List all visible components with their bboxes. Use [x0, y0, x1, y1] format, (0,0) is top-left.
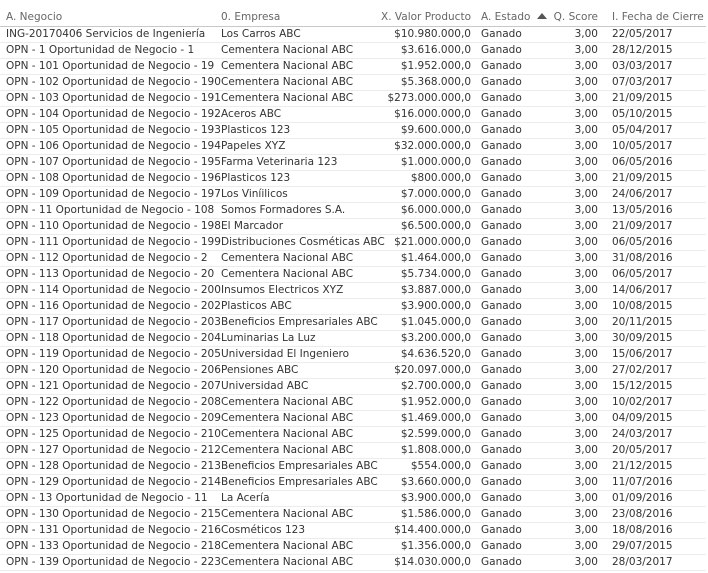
cell-score: 3,00 [545, 59, 602, 75]
cell-valor-producto: $6.500.000,0 [368, 219, 475, 235]
cell-score: 3,00 [545, 475, 602, 491]
cell-valor-producto: $32.000.000,0 [368, 139, 475, 155]
column-header-negocio[interactable] [0, 8, 215, 27]
cell-estado: Ganado [475, 315, 545, 331]
cell-score: 3,00 [545, 363, 602, 379]
cell-fecha-cierre: 04/09/2015 [602, 411, 706, 427]
cell-estado: Ganado [475, 363, 545, 379]
cell-negocio: OPN - 104 Oportunidad de Negocio - 192 [0, 107, 215, 123]
cell-fecha-cierre: 06/05/2016 [602, 155, 706, 171]
cell-fecha-cierre: 05/10/2015 [602, 107, 706, 123]
table-row[interactable] [0, 523, 706, 539]
cell-fecha-cierre: 30/09/2015 [602, 331, 706, 347]
table-row[interactable] [0, 459, 706, 475]
cell-negocio: OPN - 103 Oportunidad de Negocio - 191 [0, 91, 215, 107]
cell-empresa: Beneficios Empresariales ABC [215, 315, 368, 331]
cell-negocio: OPN - 114 Oportunidad de Negocio - 200 [0, 283, 215, 299]
cell-score: 3,00 [545, 443, 602, 459]
cell-estado: Ganado [475, 267, 545, 283]
cell-fecha-cierre: 21/12/2015 [602, 459, 706, 475]
table-row[interactable] [0, 315, 706, 331]
cell-estado: Ganado [475, 155, 545, 171]
cell-valor-producto: $800.000,0 [368, 171, 475, 187]
cell-estado: Ganado [475, 347, 545, 363]
cell-fecha-cierre: 22/05/2017 [602, 27, 706, 43]
data-table [0, 8, 706, 571]
cell-valor-producto: $1.952.000,0 [368, 59, 475, 75]
cell-valor-producto: $16.000.000,0 [368, 107, 475, 123]
cell-fecha-cierre: 05/04/2017 [602, 123, 706, 139]
column-header-empresa[interactable] [215, 8, 368, 27]
cell-score: 3,00 [545, 43, 602, 59]
cell-empresa: Cosméticos 123 [215, 523, 368, 539]
cell-score: 3,00 [545, 379, 602, 395]
cell-score: 3,00 [545, 235, 602, 251]
cell-estado: Ganado [475, 75, 545, 91]
cell-fecha-cierre: 21/09/2015 [602, 171, 706, 187]
table-row[interactable] [0, 203, 706, 219]
cell-estado: Ganado [475, 91, 545, 107]
cell-empresa: Pensiones ABC [215, 363, 368, 379]
cell-empresa: Farma Veterinaria 123 [215, 155, 368, 171]
cell-fecha-cierre: 18/08/2016 [602, 523, 706, 539]
cell-negocio: OPN - 133 Oportunidad de Negocio - 218 [0, 539, 215, 555]
cell-fecha-cierre: 23/08/2016 [602, 507, 706, 523]
cell-empresa: Cementera Nacional ABC [215, 75, 368, 91]
cell-valor-producto: $1.464.000,0 [368, 251, 475, 267]
cell-fecha-cierre: 24/03/2017 [602, 427, 706, 443]
cell-score: 3,00 [545, 459, 602, 475]
cell-empresa: Plasticos 123 [215, 171, 368, 187]
cell-negocio: OPN - 130 Oportunidad de Negocio - 215 [0, 507, 215, 523]
cell-fecha-cierre: 10/02/2017 [602, 395, 706, 411]
cell-estado: Ganado [475, 235, 545, 251]
cell-valor-producto: $21.000.000,0 [368, 235, 475, 251]
column-header-estado[interactable] [475, 8, 545, 27]
cell-valor-producto: $10.980.000,0 [368, 27, 475, 43]
cell-valor-producto: $4.636.520,0 [368, 347, 475, 363]
cell-valor-producto: $1.000.000,0 [368, 155, 475, 171]
table-row[interactable] [0, 91, 706, 107]
cell-score: 3,00 [545, 299, 602, 315]
cell-fecha-cierre: 15/12/2015 [602, 379, 706, 395]
cell-negocio: OPN - 129 Oportunidad de Negocio - 214 [0, 475, 215, 491]
cell-valor-producto: $7.000.000,0 [368, 187, 475, 203]
cell-score: 3,00 [545, 107, 602, 123]
table-row[interactable] [0, 555, 706, 571]
cell-score: 3,00 [545, 171, 602, 187]
cell-fecha-cierre: 13/05/2016 [602, 203, 706, 219]
cell-negocio: OPN - 113 Oportunidad de Negocio - 20 [0, 267, 215, 283]
sort-ascending-icon[interactable] [537, 13, 547, 19]
cell-score: 3,00 [545, 91, 602, 107]
cell-negocio: OPN - 109 Oportunidad de Negocio - 197 [0, 187, 215, 203]
cell-estado: Ganado [475, 299, 545, 315]
cell-estado: Ganado [475, 555, 545, 571]
cell-score: 3,00 [545, 539, 602, 555]
table-visual [0, 8, 706, 571]
cell-estado: Ganado [475, 59, 545, 75]
cell-fecha-cierre: 11/07/2016 [602, 475, 706, 491]
cell-valor-producto: $2.700.000,0 [368, 379, 475, 395]
cell-empresa: Cementera Nacional ABC [215, 555, 368, 571]
cell-score: 3,00 [545, 139, 602, 155]
table-row[interactable] [0, 219, 706, 235]
cell-fecha-cierre: 14/06/2017 [602, 283, 706, 299]
cell-score: 3,00 [545, 411, 602, 427]
cell-valor-producto: $9.600.000,0 [368, 123, 475, 139]
table-row[interactable] [0, 267, 706, 283]
column-header-fecha-cierre[interactable] [602, 8, 706, 27]
cell-negocio: OPN - 119 Oportunidad de Negocio - 205 [0, 347, 215, 363]
cell-estado: Ganado [475, 43, 545, 59]
cell-empresa: Los Viníilicos [215, 187, 368, 203]
cell-negocio: OPN - 102 Oportunidad de Negocio - 190 [0, 75, 215, 91]
cell-estado: Ganado [475, 427, 545, 443]
cell-empresa: Cementera Nacional ABC [215, 91, 368, 107]
cell-negocio: OPN - 117 Oportunidad de Negocio - 203 [0, 315, 215, 331]
column-header-label: A. Negocio [6, 11, 63, 23]
cell-score: 3,00 [545, 331, 602, 347]
cell-score: 3,00 [545, 507, 602, 523]
cell-negocio: OPN - 11 Oportunidad de Negocio - 108 [0, 203, 215, 219]
cell-valor-producto: $3.900.000,0 [368, 491, 475, 507]
cell-negocio: OPN - 118 Oportunidad de Negocio - 204 [0, 331, 215, 347]
cell-empresa: Beneficios Empresariales ABC [215, 459, 368, 475]
column-header-label: X. Valor Producto [381, 11, 471, 23]
cell-empresa: Cementera Nacional ABC [215, 395, 368, 411]
cell-empresa: Universidad El Ingeniero [215, 347, 368, 363]
cell-estado: Ganado [475, 395, 545, 411]
cell-score: 3,00 [545, 123, 602, 139]
cell-valor-producto: $1.356.000,0 [368, 539, 475, 555]
cell-valor-producto: $2.599.000,0 [368, 427, 475, 443]
cell-negocio: OPN - 122 Oportunidad de Negocio - 208 [0, 395, 215, 411]
table-row[interactable] [0, 507, 706, 523]
cell-negocio: OPN - 111 Oportunidad de Negocio - 199 [0, 235, 215, 251]
cell-valor-producto: $1.952.000,0 [368, 395, 475, 411]
cell-empresa: Cementera Nacional ABC [215, 411, 368, 427]
table-body [0, 27, 706, 571]
cell-estado: Ganado [475, 507, 545, 523]
cell-estado: Ganado [475, 379, 545, 395]
cell-empresa: Plasticos ABC [215, 299, 368, 315]
cell-estado: Ganado [475, 443, 545, 459]
cell-fecha-cierre: 27/02/2017 [602, 363, 706, 379]
cell-empresa: Cementera Nacional ABC [215, 507, 368, 523]
cell-estado: Ganado [475, 283, 545, 299]
table-row[interactable] [0, 235, 706, 251]
cell-estado: Ganado [475, 171, 545, 187]
cell-score: 3,00 [545, 187, 602, 203]
cell-fecha-cierre: 06/05/2016 [602, 235, 706, 251]
cell-estado: Ganado [475, 475, 545, 491]
cell-score: 3,00 [545, 395, 602, 411]
cell-empresa: Universidad ABC [215, 379, 368, 395]
cell-valor-producto: $5.734.000,0 [368, 267, 475, 283]
cell-score: 3,00 [545, 555, 602, 571]
cell-negocio: OPN - 105 Oportunidad de Negocio - 193 [0, 123, 215, 139]
cell-score: 3,00 [545, 427, 602, 443]
cell-valor-producto: $3.616.000,0 [368, 43, 475, 59]
cell-estado: Ganado [475, 331, 545, 347]
column-header-valor-producto[interactable] [368, 8, 475, 27]
cell-negocio: OPN - 101 Oportunidad de Negocio - 19 [0, 59, 215, 75]
cell-fecha-cierre: 28/03/2017 [602, 555, 706, 571]
table-row[interactable] [0, 395, 706, 411]
cell-empresa: Distribuciones Cosméticas ABC [215, 235, 368, 251]
cell-fecha-cierre: 15/06/2017 [602, 347, 706, 363]
table-row[interactable] [0, 251, 706, 267]
cell-empresa: Cementera Nacional ABC [215, 43, 368, 59]
cell-estado: Ganado [475, 251, 545, 267]
cell-fecha-cierre: 21/09/2015 [602, 91, 706, 107]
cell-score: 3,00 [545, 75, 602, 91]
table-row[interactable] [0, 43, 706, 59]
table-row[interactable] [0, 443, 706, 459]
cell-score: 3,00 [545, 347, 602, 363]
table-row[interactable] [0, 139, 706, 155]
cell-empresa: Cementera Nacional ABC [215, 427, 368, 443]
cell-valor-producto: $3.660.000,0 [368, 475, 475, 491]
table-row[interactable] [0, 107, 706, 123]
table-row[interactable] [0, 379, 706, 395]
cell-empresa: Plasticos 123 [215, 123, 368, 139]
table-row[interactable] [0, 475, 706, 491]
cell-fecha-cierre: 28/12/2015 [602, 43, 706, 59]
cell-fecha-cierre: 06/05/2017 [602, 267, 706, 283]
cell-empresa: La Acería [215, 491, 368, 507]
cell-estado: Ganado [475, 411, 545, 427]
cell-negocio: OPN - 106 Oportunidad de Negocio - 194 [0, 139, 215, 155]
column-header-label: I. Fecha de Cierre [612, 11, 704, 23]
cell-estado: Ganado [475, 491, 545, 507]
cell-valor-producto: $273.000.000,0 [368, 91, 475, 107]
table-row[interactable] [0, 171, 706, 187]
cell-empresa: Aceros ABC [215, 107, 368, 123]
table-row[interactable] [0, 187, 706, 203]
cell-estado: Ganado [475, 123, 545, 139]
table-row[interactable] [0, 59, 706, 75]
cell-score: 3,00 [545, 267, 602, 283]
table-row[interactable] [0, 427, 706, 443]
cell-empresa: Insumos Electricos XYZ [215, 283, 368, 299]
cell-empresa: Beneficios Empresariales ABC [215, 475, 368, 491]
cell-valor-producto: $1.469.000,0 [368, 411, 475, 427]
cell-empresa: Somos Formadores S.A. [215, 203, 368, 219]
cell-empresa: Cementera Nacional ABC [215, 267, 368, 283]
cell-negocio: OPN - 127 Oportunidad de Negocio - 212 [0, 443, 215, 459]
cell-estado: Ganado [475, 539, 545, 555]
cell-valor-producto: $14.030.000,0 [368, 555, 475, 571]
cell-estado: Ganado [475, 187, 545, 203]
cell-estado: Ganado [475, 27, 545, 43]
cell-negocio: OPN - 110 Oportunidad de Negocio - 198 [0, 219, 215, 235]
cell-score: 3,00 [545, 251, 602, 267]
cell-score: 3,00 [545, 155, 602, 171]
cell-valor-producto: $554.000,0 [368, 459, 475, 475]
cell-empresa: Luminarias La Luz [215, 331, 368, 347]
table-row[interactable] [0, 75, 706, 91]
cell-negocio: ING-20170406 Servicios de Ingeniería [0, 27, 215, 43]
cell-negocio: OPN - 107 Oportunidad de Negocio - 195 [0, 155, 215, 171]
cell-fecha-cierre: 21/09/2017 [602, 219, 706, 235]
cell-score: 3,00 [545, 27, 602, 43]
cell-negocio: OPN - 123 Oportunidad de Negocio - 209 [0, 411, 215, 427]
cell-empresa: El Marcador [215, 219, 368, 235]
cell-empresa: Los Carros ABC [215, 27, 368, 43]
column-header-label: Q. Score [553, 11, 598, 23]
cell-valor-producto: $3.200.000,0 [368, 331, 475, 347]
cell-negocio: OPN - 120 Oportunidad de Negocio - 206 [0, 363, 215, 379]
cell-negocio: OPN - 131 Oportunidad de Negocio - 216 [0, 523, 215, 539]
table-row[interactable] [0, 347, 706, 363]
cell-score: 3,00 [545, 203, 602, 219]
cell-score: 3,00 [545, 523, 602, 539]
cell-fecha-cierre: 10/05/2017 [602, 139, 706, 155]
cell-negocio: OPN - 1 Oportunidad de Negocio - 1 [0, 43, 215, 59]
cell-fecha-cierre: 31/08/2016 [602, 251, 706, 267]
cell-estado: Ganado [475, 219, 545, 235]
column-header-label: A. Estado [481, 11, 531, 23]
table-row[interactable] [0, 283, 706, 299]
cell-negocio: OPN - 125 Oportunidad de Negocio - 210 [0, 427, 215, 443]
table-row[interactable] [0, 539, 706, 555]
cell-score: 3,00 [545, 283, 602, 299]
cell-empresa: Cementera Nacional ABC [215, 539, 368, 555]
cell-valor-producto: $3.900.000,0 [368, 299, 475, 315]
cell-valor-producto: $3.887.000,0 [368, 283, 475, 299]
cell-fecha-cierre: 20/11/2015 [602, 315, 706, 331]
cell-estado: Ganado [475, 139, 545, 155]
cell-estado: Ganado [475, 107, 545, 123]
cell-estado: Ganado [475, 523, 545, 539]
cell-fecha-cierre: 20/05/2017 [602, 443, 706, 459]
cell-score: 3,00 [545, 491, 602, 507]
cell-negocio: OPN - 108 Oportunidad de Negocio - 196 [0, 171, 215, 187]
cell-fecha-cierre: 10/08/2015 [602, 299, 706, 315]
cell-fecha-cierre: 07/03/2017 [602, 75, 706, 91]
cell-empresa: Papeles XYZ [215, 139, 368, 155]
table-row[interactable] [0, 299, 706, 315]
cell-negocio: OPN - 116 Oportunidad de Negocio - 202 [0, 299, 215, 315]
column-header-label: 0. Empresa [221, 11, 281, 23]
table-row[interactable] [0, 27, 706, 43]
cell-fecha-cierre: 29/07/2015 [602, 539, 706, 555]
cell-negocio: OPN - 139 Oportunidad de Negocio - 223 [0, 555, 215, 571]
cell-score: 3,00 [545, 315, 602, 331]
cell-empresa: Cementera Nacional ABC [215, 443, 368, 459]
cell-valor-producto: $1.045.000,0 [368, 315, 475, 331]
cell-estado: Ganado [475, 459, 545, 475]
table-row[interactable] [0, 411, 706, 427]
cell-negocio: OPN - 13 Oportunidad de Negocio - 11 [0, 491, 215, 507]
cell-negocio: OPN - 128 Oportunidad de Negocio - 213 [0, 459, 215, 475]
cell-valor-producto: $1.808.000,0 [368, 443, 475, 459]
cell-negocio: OPN - 112 Oportunidad de Negocio - 2 [0, 251, 215, 267]
cell-fecha-cierre: 03/03/2017 [602, 59, 706, 75]
cell-empresa: Cementera Nacional ABC [215, 251, 368, 267]
cell-fecha-cierre: 24/06/2017 [602, 187, 706, 203]
header-row [0, 8, 706, 27]
table-row[interactable] [0, 363, 706, 379]
cell-score: 3,00 [545, 219, 602, 235]
cell-estado: Ganado [475, 203, 545, 219]
cell-empresa: Cementera Nacional ABC [215, 59, 368, 75]
table-row[interactable] [0, 331, 706, 347]
cell-fecha-cierre: 01/09/2016 [602, 491, 706, 507]
table-row[interactable] [0, 123, 706, 139]
cell-valor-producto: $1.586.000,0 [368, 507, 475, 523]
cell-negocio: OPN - 121 Oportunidad de Negocio - 207 [0, 379, 215, 395]
table-row[interactable] [0, 491, 706, 507]
cell-valor-producto: $20.097.000,0 [368, 363, 475, 379]
cell-valor-producto: $14.400.000,0 [368, 523, 475, 539]
column-header-score[interactable] [545, 8, 602, 27]
cell-valor-producto: $5.368.000,0 [368, 75, 475, 91]
cell-valor-producto: $6.000.000,0 [368, 203, 475, 219]
table-row[interactable] [0, 155, 706, 171]
